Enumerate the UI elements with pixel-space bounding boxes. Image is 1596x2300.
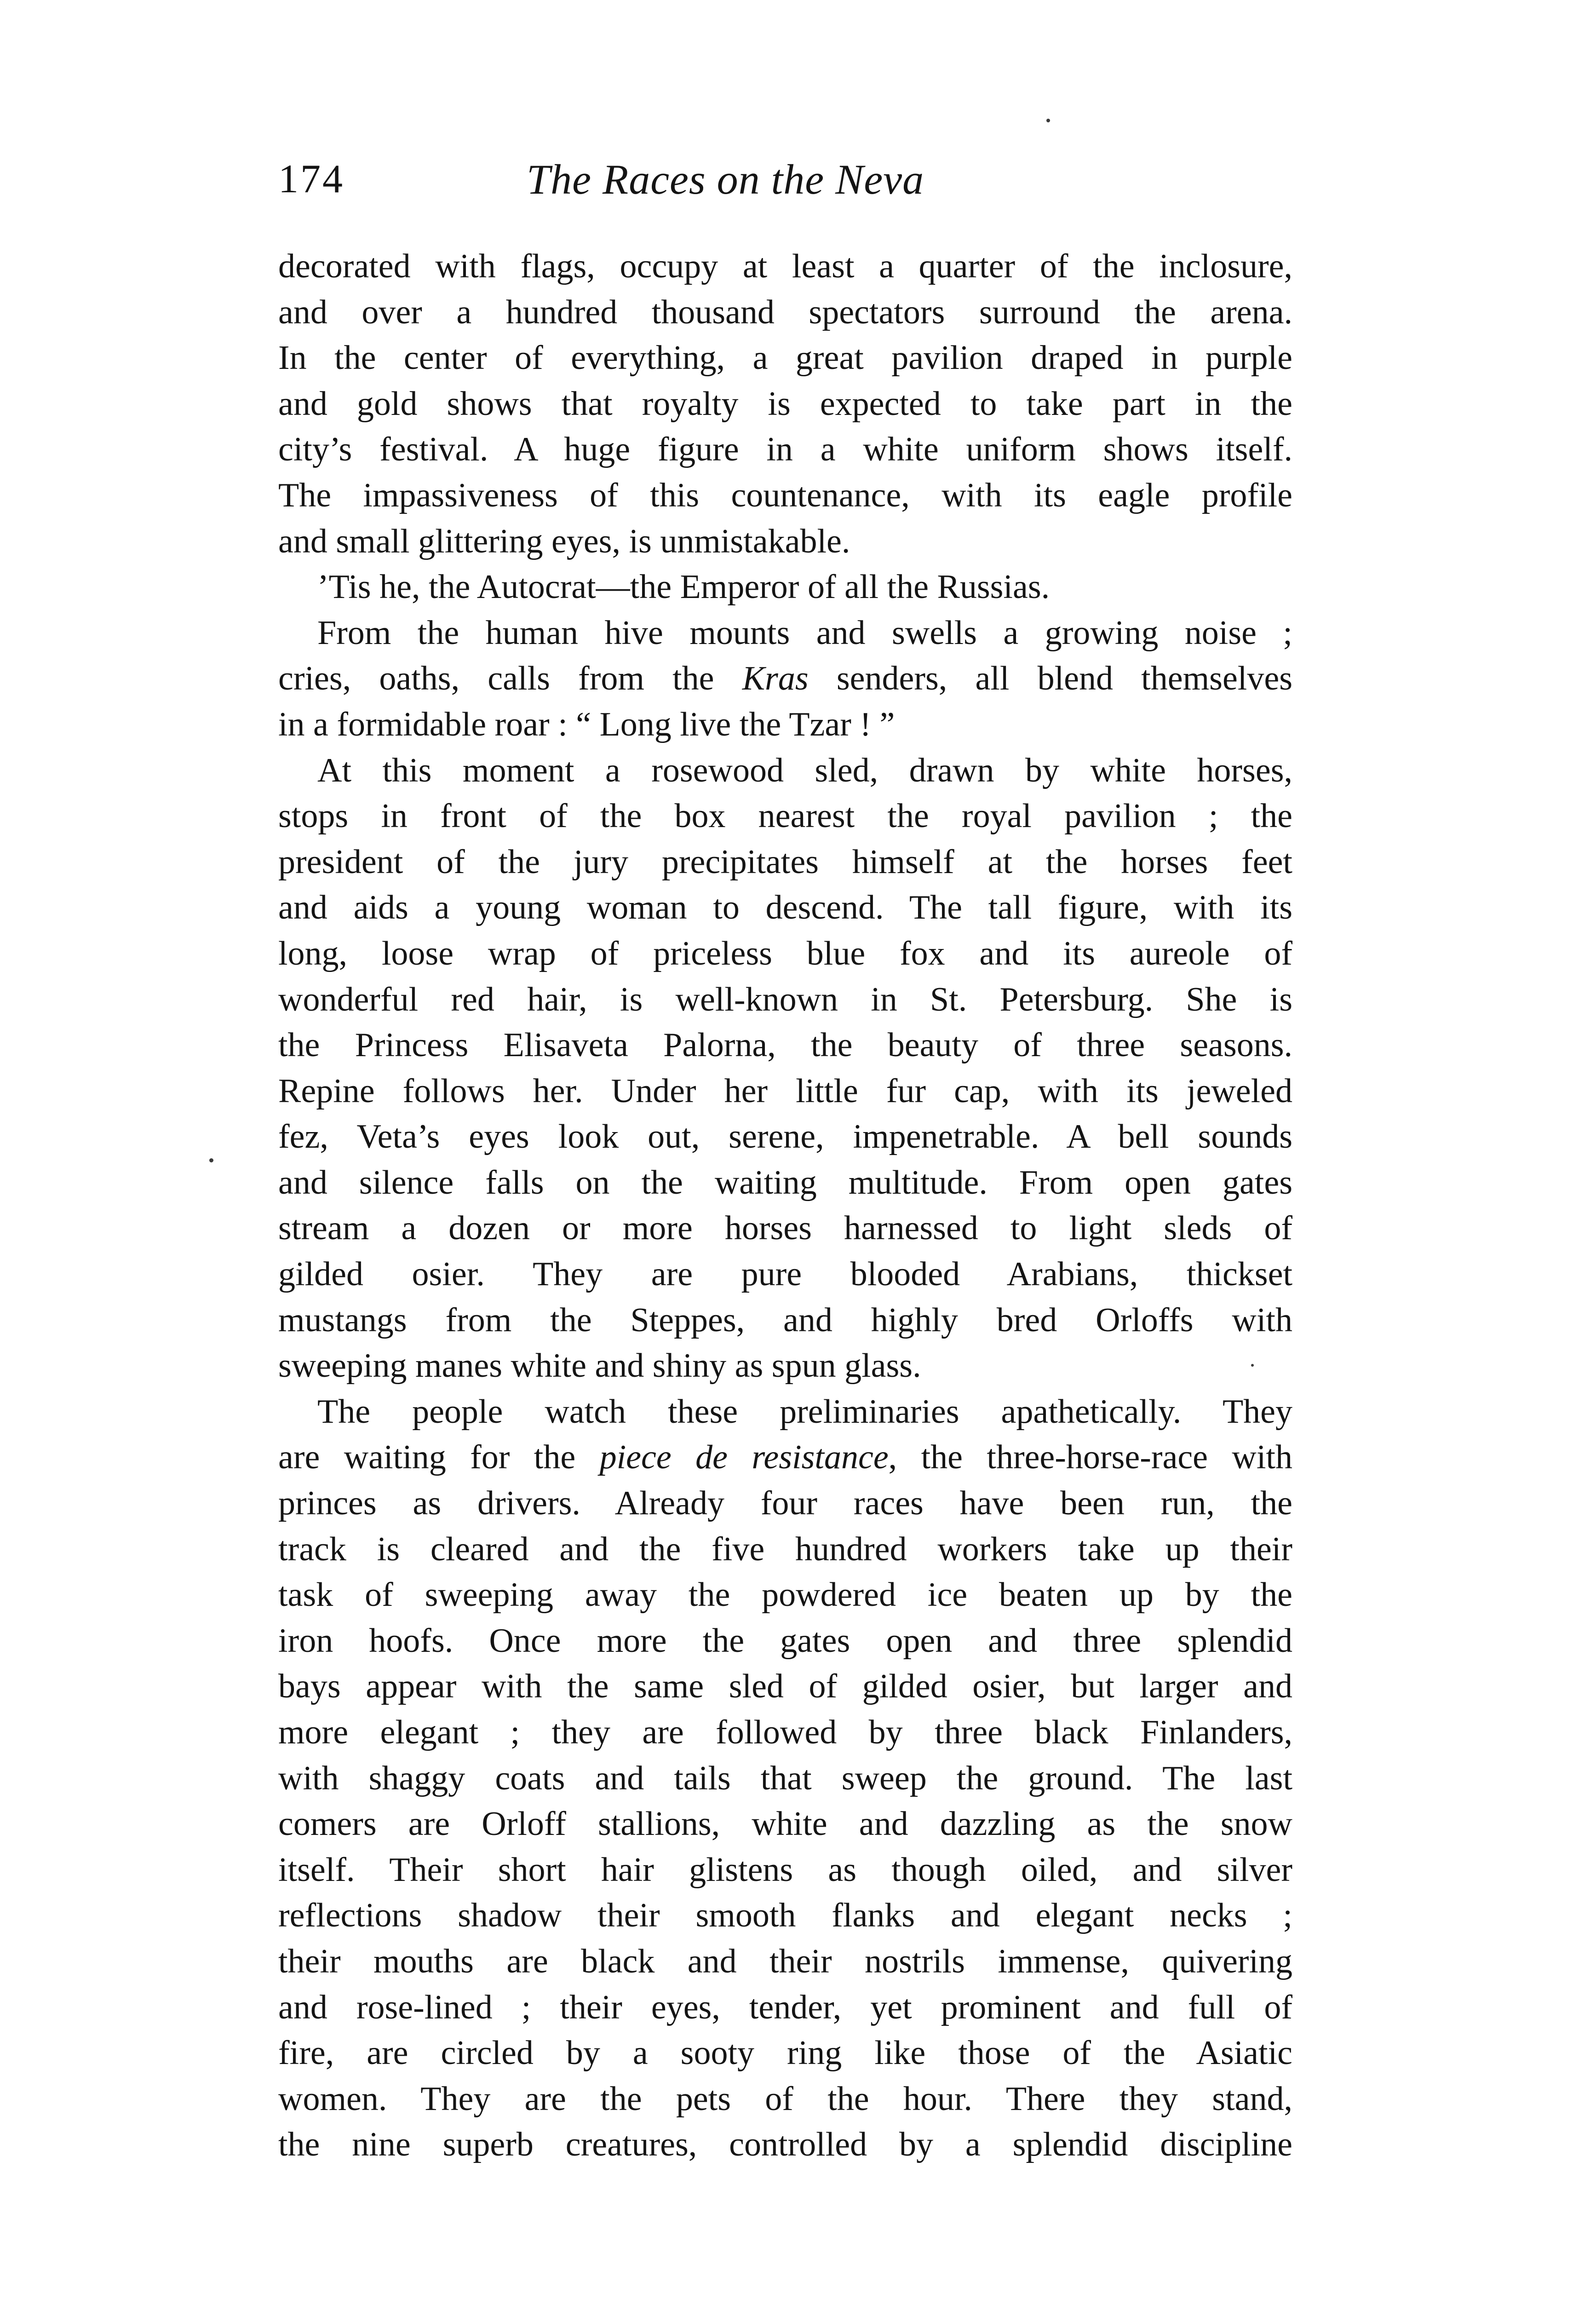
text-segment: stops in front of the box nearest the royal pavilion ; the [278, 797, 1292, 835]
text-line [278, 748, 1292, 794]
text-segment: long, loose wrap of priceless blue fox and its aureole of [278, 934, 1292, 972]
text-line [278, 2076, 1292, 2122]
text-line [278, 1893, 1292, 1939]
text-line [278, 1664, 1292, 1710]
text-segment: comers are Orloff stallions, white and dazzling as the snow [278, 1805, 1292, 1843]
text-line [278, 290, 1292, 336]
text-line [278, 2122, 1292, 2168]
text-line [278, 610, 1292, 656]
text-line [278, 381, 1292, 427]
page-header [278, 152, 1290, 207]
text-line [278, 885, 1292, 931]
text-line [278, 1069, 1292, 1115]
text-line [278, 840, 1292, 886]
text-segment: more elegant ; they are followed by three black Finlanders, [278, 1714, 1292, 1751]
text-segment: and rose-lined ; their eyes, tender, yet prominent and full of [278, 1988, 1292, 2026]
text-line [278, 1710, 1292, 1756]
text-line [278, 2030, 1292, 2076]
text-segment: women. They are the pets of the hour. There they stand, [278, 2080, 1292, 2118]
text-line [278, 931, 1292, 977]
text-segment: task of sweeping away the powdered ice beaten up by the [278, 1576, 1292, 1614]
text-segment: city’s festival. A huge figure in a white uniform shows itself. [278, 431, 1292, 469]
text-segment: The people watch these preliminaries apathetically. They [317, 1392, 1292, 1431]
text-segment: At this moment a rosewood sled, drawn by white horses, [317, 751, 1292, 789]
text-line [278, 1801, 1292, 1847]
print-speck [209, 1158, 213, 1162]
text-segment: reflections shadow their smooth flanks and elegant necks ; [278, 1897, 1292, 1935]
text-line [278, 473, 1292, 519]
text-line [278, 335, 1292, 381]
italic-text: piece de resistance [599, 1438, 889, 1477]
print-speck [1046, 119, 1050, 122]
print-speck [1251, 1364, 1254, 1367]
text-line [278, 1618, 1292, 1664]
text-line [278, 1114, 1292, 1160]
text-segment: stream a dozen or more horses harnessed to light sleds of [278, 1209, 1292, 1248]
body-text [278, 244, 1292, 2168]
text-segment: decorated with flags, occupy at least a quarter of the inclosure, [278, 247, 1292, 285]
text-line [278, 427, 1292, 473]
text-segment: mustangs from the Steppes, and highly bred Orloffs with [278, 1301, 1292, 1339]
text-line [278, 1252, 1292, 1298]
text-line [278, 1939, 1292, 1985]
page-number: 174 [278, 157, 344, 201]
text-line [278, 1985, 1292, 2031]
text-segment: senders, all blend themselves [808, 660, 1292, 698]
text-segment: sweeping manes white and shiny as spun glass. [278, 1347, 921, 1385]
text-segment: cries, oaths, calls from the [278, 660, 742, 698]
text-line [278, 794, 1292, 840]
text-segment: wonderful red hair, is well-known in St. Petersburg. She is [278, 980, 1292, 1018]
text-segment: with shaggy coats and tails that sweep the ground. The last [278, 1759, 1292, 1797]
text-segment: fire, are circled by a sooty ring like those of the Asiatic [278, 2034, 1292, 2072]
text-line [278, 1206, 1292, 1252]
text-line [278, 1572, 1292, 1618]
text-line [278, 656, 1292, 702]
text-segment: president of the jury precipitates himself at the horses feet [278, 843, 1292, 881]
text-segment: The impassiveness of this countenance, with its eagle profile [278, 476, 1292, 514]
text-segment: , the three-horse-race with [888, 1438, 1292, 1477]
text-line [278, 1298, 1292, 1344]
text-segment: gilded osier. They are pure blooded Arabians, thickset [278, 1255, 1292, 1294]
text-segment: Repine follows her. Under her little fur cap, with its jeweled [278, 1072, 1292, 1110]
text-segment: and small glittering eyes, is unmistakable. [278, 522, 850, 560]
text-line [278, 519, 1292, 565]
text-segment: ’Tis he, the Autocrat—the Emperor of all the Russias. [317, 568, 1050, 606]
text-line [278, 1481, 1292, 1527]
text-segment: their mouths are black and their nostrils immense, quivering [278, 1942, 1292, 1980]
text-segment: and gold shows that royalty is expected to take part in the [278, 385, 1292, 423]
text-line [278, 1023, 1292, 1069]
text-line [278, 977, 1292, 1023]
text-segment: From the human hive mounts and swells a growing noise ; [317, 614, 1292, 652]
text-segment: and silence falls on the waiting multitude. From open gates [278, 1163, 1292, 1202]
text-line [278, 244, 1292, 290]
text-segment: the Princess Elisaveta Palorna, the beauty of three seasons. [278, 1026, 1292, 1064]
text-line [278, 702, 1292, 748]
text-line [278, 1847, 1292, 1893]
italic-text: Kras [742, 660, 809, 698]
running-title: The Races on the Neva [527, 156, 924, 203]
text-segment: itself. Their short hair glistens as though oiled, and silver [278, 1851, 1292, 1889]
text-segment: track is cleared and the five hundred workers take up their [278, 1530, 1292, 1568]
text-segment: iron hoofs. Once more the gates open and three splendid [278, 1622, 1292, 1660]
text-segment: princes as drivers. Already four races have been run, the [278, 1484, 1292, 1523]
text-line [278, 1389, 1292, 1435]
text-segment: are waiting for the [278, 1438, 600, 1477]
text-line [278, 1527, 1292, 1573]
text-segment: fez, Veta’s eyes look out, serene, impenetrable. A bell sounds [278, 1118, 1292, 1156]
text-line [278, 1343, 1292, 1389]
text-line [278, 1435, 1292, 1481]
text-segment: bays appear with the same sled of gilded osier, but larger and [278, 1668, 1292, 1706]
text-segment: In the center of everything, a great pavilion draped in purple [278, 339, 1292, 377]
text-line [278, 1756, 1292, 1802]
text-segment: and aids a young woman to descend. The tall figure, with its [278, 889, 1292, 927]
text-segment: in a formidable roar : “ Long live the Tzar ! ” [278, 705, 895, 743]
text-line [278, 1160, 1292, 1206]
text-line [278, 564, 1292, 610]
text-segment: and over a hundred thousand spectators surround the arena. [278, 293, 1292, 331]
text-segment: the nine superb creatures, controlled by a splendid discipline [278, 2126, 1292, 2164]
